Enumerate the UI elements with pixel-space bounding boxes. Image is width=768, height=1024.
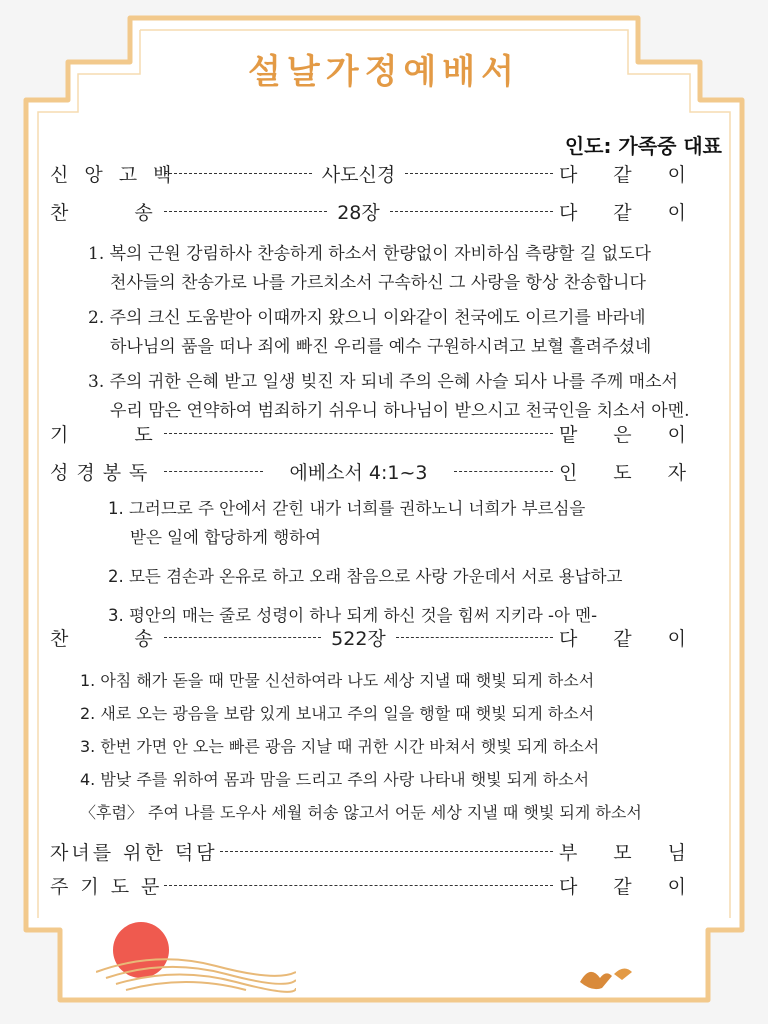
order-label-text: 찬송: [50, 627, 219, 650]
scripture-line: 받은 일에 합당하게 행하여: [130, 528, 322, 547]
order-label-text: 자녀를 위한 덕담: [50, 841, 218, 864]
dash-leader: [162, 885, 555, 886]
verse-line: 천사들의 찬송가로 나를 가르치소서 구속하신 그 사랑을 항상 찬송합니다: [110, 273, 646, 293]
dash-leader: [162, 198, 555, 225]
dash-leader: [162, 624, 555, 651]
order-reading: [50, 456, 722, 486]
order-role: [555, 872, 722, 899]
page-title: 설날가정예배서: [248, 52, 520, 92]
order-role: [555, 160, 722, 187]
verse-line: 2. 주의 크신 도움받아 이때까지 왔으니 이와같이 천국에도 이르기를 바라네: [88, 308, 646, 328]
order-label: [50, 198, 219, 225]
order-label: [50, 624, 219, 651]
order-label: [50, 420, 219, 447]
order-prayer: [50, 418, 722, 448]
order-role: [555, 838, 722, 865]
dash-leader: [162, 433, 555, 434]
order-role: [555, 198, 722, 225]
dash-leader: [162, 458, 555, 485]
verse-line: 우리 맘은 연약하여 범죄하기 쉬우니 하나님이 받으시고 천국인을 치소서 아멘.: [110, 401, 690, 421]
role-text: 부모님: [558, 841, 722, 864]
scripture-line: 2. 모든 겸손과 온유로 하고 오래 참음으로 사랑 가운데서 서로 용납하고: [108, 567, 623, 586]
order-label-text: 신앙고백: [50, 163, 188, 186]
scripture-text: [108, 494, 622, 630]
role-text: 다같이: [558, 163, 722, 186]
role-text: 인도자: [558, 461, 722, 484]
order-label-text: 주기도문: [50, 875, 172, 898]
verse-line: 1. 복의 근원 강림하사 찬송하게 하소서 한량없이 자비하심 측량할 길 없도다: [88, 244, 651, 264]
order-label-text: 기도: [50, 423, 219, 446]
hymn-2-lyrics: [80, 664, 642, 829]
role-text: 다같이: [558, 875, 722, 898]
order-label-text: 찬송: [50, 201, 219, 224]
verse-line: 하나님의 품을 떠나 죄에 빠진 우리를 예수 구원하시려고 보혈 흘려주셨네: [110, 337, 652, 357]
sun-waves-illustration: [96, 920, 296, 1000]
order-creed: [50, 158, 722, 188]
birds-illustration: [572, 958, 642, 998]
verse-line: 4. 밤낮 주를 위하여 몸과 맘을 드리고 주의 사랑 나타내 햇빛 되게 하소서: [80, 770, 590, 789]
order-label: [50, 160, 188, 187]
role-text: 맡은이: [558, 423, 722, 446]
order-label: [50, 838, 218, 865]
creed-title: 사도신경: [321, 163, 396, 186]
verse-line: 3. 주의 귀한 은혜 받고 일생 빚진 자 되네 주의 은혜 사슬 되사 나를 주께 매소서: [88, 372, 678, 392]
verse-line: 2. 새로 오는 광음을 보람 있게 보내고 주의 일을 행할 때 햇빛 되게 하소서: [80, 704, 595, 723]
order-role: [555, 458, 722, 485]
dash-leader: [162, 160, 555, 187]
verse-line: 3. 한번 가면 안 오는 빠른 광음 지날 때 귀한 시간 바쳐서 햇빛 되게 하소서: [80, 737, 600, 756]
order-label: [50, 872, 172, 899]
hymn-1-lyrics: [88, 240, 690, 426]
verse-line: 1. 아침 해가 돋을 때 만물 신선하여라 나도 세상 지낼 때 햇빛 되게 하소서: [80, 671, 595, 690]
leader-note: 인도: 가족중 대표: [564, 134, 722, 158]
order-hymn-2: [50, 622, 722, 652]
order-blessing: [50, 836, 722, 866]
role-text: 다같이: [558, 201, 722, 224]
scripture-reference: 에베소서 4:1~3: [289, 461, 428, 484]
scripture-line: 3. 평안의 매는 줄로 성령이 하나 되게 하신 것을 힘써 지키라 -아 멘-: [108, 606, 598, 625]
order-lords-prayer: [50, 870, 722, 900]
order-hymn-1: [50, 196, 722, 226]
hymn-number: 522장: [331, 627, 386, 650]
refrain-line: 〈후렴〉 주여 나를 도우사 세월 허송 않고서 어둔 세상 지낼 때 햇빛 되게 하소서: [80, 803, 642, 822]
dash-leader: [218, 851, 555, 852]
role-text: 다같이: [558, 627, 722, 650]
order-label-text: 성경봉독: [50, 461, 156, 484]
hymn-number: 28장: [337, 201, 380, 224]
order-role: [555, 624, 722, 651]
order-role: [555, 420, 722, 447]
scripture-line: 1. 그러므로 주 안에서 갇힌 내가 너희를 권하노니 너희가 부르심을: [108, 499, 586, 518]
order-label: [50, 458, 162, 485]
